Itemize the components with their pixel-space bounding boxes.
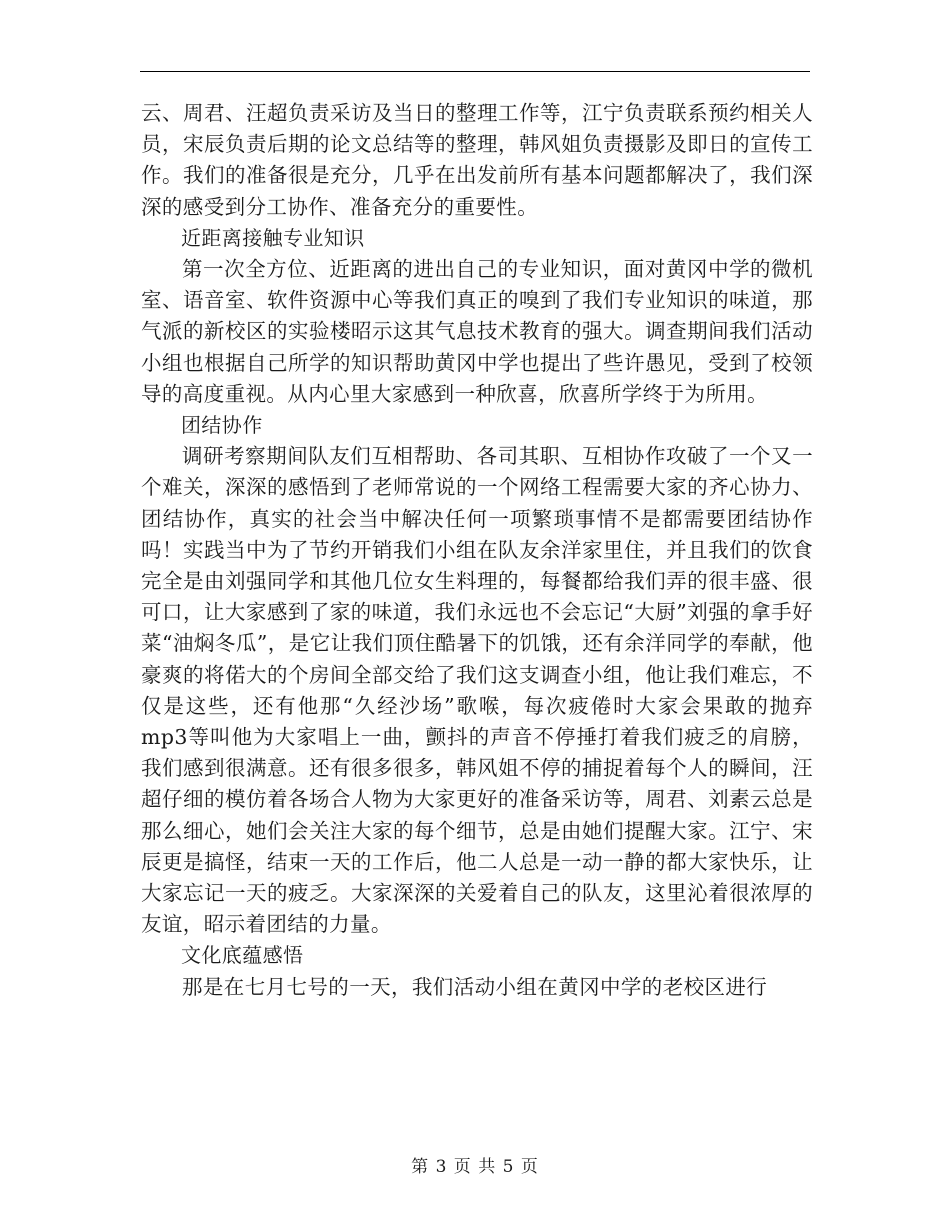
- paragraph-division-of-labor: 云、周君、汪超负责采访及当日的整理工作等，江宁负责联系预约相关人员，宋辰负责后期的论文总结等的整理，韩风姐负责摄影及即日的宣传工作。我们的准备很是充分，几乎在出发前所有基本问题都解决了，我们深深的感受到分工协作、准备充分的重要性。: [141, 101, 813, 219]
- section-heading-professional-knowledge: 近距离接触专业知识: [181, 225, 365, 250]
- paragraph-professional-knowledge: 第一次全方位、近距离的进出自己的专业知识，面对黄冈中学的微机室、语音室、软件资源中心等我们真正的嗅到了我们专业知识的味道，那气派的新校区的实验楼昭示这其气息技术教育的强大。调查期间我们活动小组也根据自己所学的知识帮助黄冈中学也提出了些许愚见，受到了校领导的高度重视。从内心里大家感到一种欣喜，欣喜所学终于为所用。: [141, 257, 813, 406]
- page-number-footer: 第 3 页 共 5 页: [411, 1157, 539, 1177]
- paragraph-teamwork: 调研考察期间队友们互相帮助、各司其职、互相协作攻破了一个又一个难关，深深的感悟到了老师常说的一个网络工程需要大家的齐心协力、团结协作，真实的社会当中解决任何一项繁琐事情不是都需要团结协作吗！实践当中为了节约开销我们小组在队友余洋家里住，并且我们的饮食完全是由刘强同学和其他几位女生料理的，每餐都给我们弄的很丰盛、很可口，让大家感到了家的味道，我们永远也不会忘记“大厨”刘强的拿手好菜“油焖冬瓜”，是它让我们顶住酷暑下的饥饿，还有余洋同学的奉献，他豪爽的将偌大的个房间全部交给了我们这支调查小组，他让我们难忘，不仅是这些，还有他那“久经沙场”歌喉，每次疲倦时大家会果敢的抛弃mp3等叫他为大家唱上一曲，颤抖的声音不停捶打着我们疲乏的肩膀，我们感到很满意。还有很多很多，韩风姐不停的捕捉着每个人的瞬间，汪超仔细的模仿着各场合人物为大家更好的准备采访等，周君、刘素云总是那么细心，她们会关注大家的每个细节，总是由她们提醒大家。江宁、宋辰更是搞怪，结束一天的工作后，他二人总是一动一静的都大家快乐，让大家忘记一天的疲乏。大家深深的关爱着自己的队友，这里沁着很浓厚的友谊，昭示着团结的力量。: [141, 444, 813, 937]
- document-body: [141, 98, 813, 1003]
- section-heading-teamwork: 团结协作: [181, 413, 263, 438]
- paragraph-cultural-insight: 那是在七月七号的一天，我们活动小组在黄冈中学的老校区进行: [182, 974, 768, 999]
- header-rule: [140, 71, 810, 72]
- section-heading-cultural-insight: 文化底蕴感悟: [181, 943, 304, 968]
